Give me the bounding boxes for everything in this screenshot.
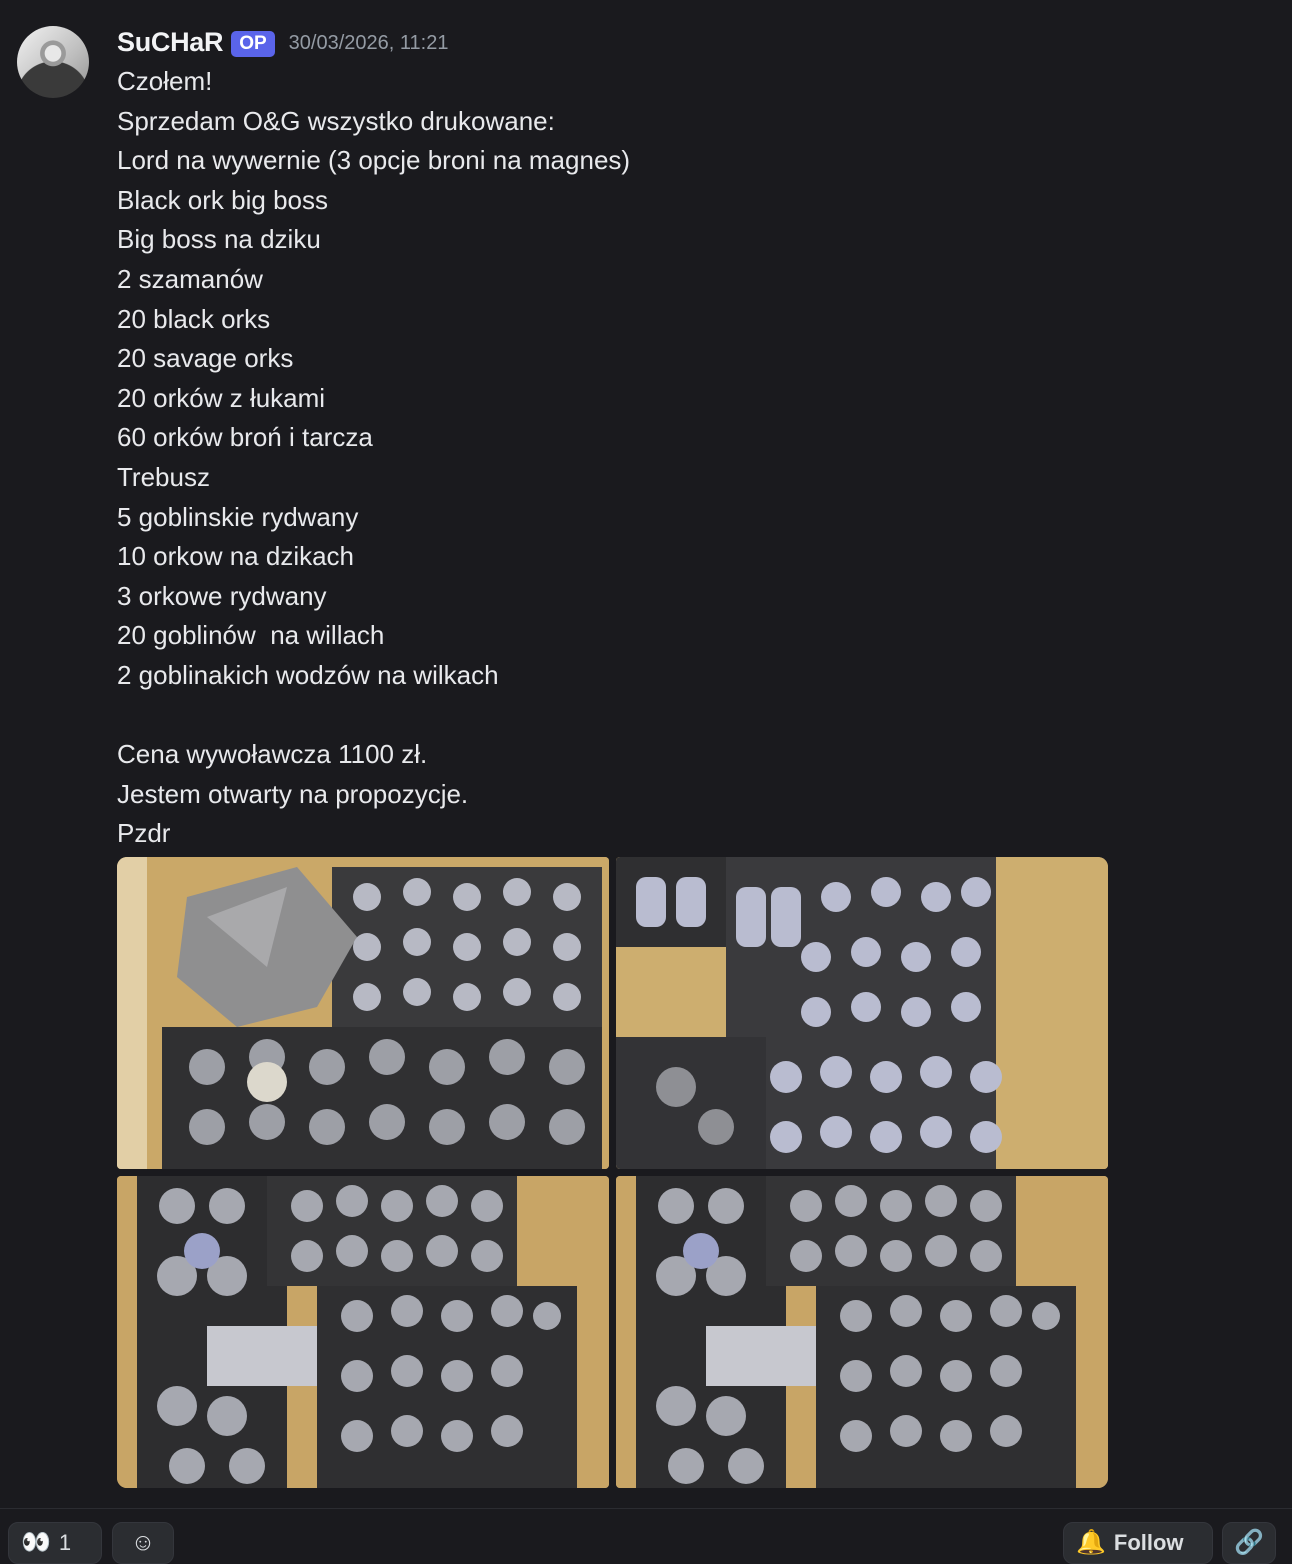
attachment-image[interactable] xyxy=(117,857,609,1169)
message-body xyxy=(117,62,630,854)
message-line xyxy=(117,696,630,736)
message-timestamp[interactable]: 30/03/2026, 11:21 xyxy=(288,32,449,54)
message-header xyxy=(117,24,448,60)
copy-link-button[interactable] xyxy=(1222,1522,1276,1564)
attachment-image[interactable] xyxy=(117,1176,609,1488)
message-line: Lord na wywernie (3 opcje broni na magnes) xyxy=(117,145,631,176)
message-line: 20 orków z łukami xyxy=(117,382,326,413)
message-line: 2 szamanów xyxy=(117,263,263,294)
message-line: 10 orkow na dzikach xyxy=(117,541,355,572)
eyes-icon: 👀 xyxy=(21,1529,51,1556)
message-line: Black ork big boss xyxy=(117,184,328,215)
message-line: 5 goblinskie rydwany xyxy=(117,501,359,532)
follow-label: Follow xyxy=(1113,1530,1184,1555)
reaction-eyes[interactable] xyxy=(8,1522,102,1564)
op-badge: OP xyxy=(231,31,274,57)
bell-icon: 🔔 xyxy=(1076,1529,1106,1556)
follow-button[interactable] xyxy=(1063,1522,1213,1564)
user-avatar[interactable] xyxy=(17,26,89,98)
message-line: 60 orków broń i tarcza xyxy=(117,422,373,453)
message-line: 20 black orks xyxy=(117,303,271,334)
message-line: 20 goblinów na willach xyxy=(117,620,385,651)
message-line: 20 savage orks xyxy=(117,343,294,374)
message-line: Cena wywoławcza 1100 zł. xyxy=(117,739,428,770)
username[interactable]: SuCHaR xyxy=(117,26,224,57)
image-gallery xyxy=(117,857,1107,1487)
message-line: 3 orkowe rydwany xyxy=(117,580,327,611)
attachment-image[interactable] xyxy=(616,1176,1108,1488)
link-icon: 🔗 xyxy=(1234,1529,1264,1556)
message-line: Pzdr xyxy=(117,818,171,849)
reaction-count: 1 xyxy=(58,1530,72,1555)
emoji-icon: ☺ xyxy=(130,1529,156,1556)
message-line: 2 goblinakich wodzów na wilkach xyxy=(117,659,499,690)
message-line: Big boss na dziku xyxy=(117,224,321,255)
attachment-image[interactable] xyxy=(616,857,1108,1169)
message-line: Czołem! xyxy=(117,66,213,96)
message-line: Sprzedam O&G wszystko drukowane: xyxy=(117,105,555,136)
add-reaction-button[interactable] xyxy=(112,1522,174,1564)
message-line: Jestem otwarty na propozycje. xyxy=(117,778,469,809)
message-line: Trebusz xyxy=(117,461,210,492)
